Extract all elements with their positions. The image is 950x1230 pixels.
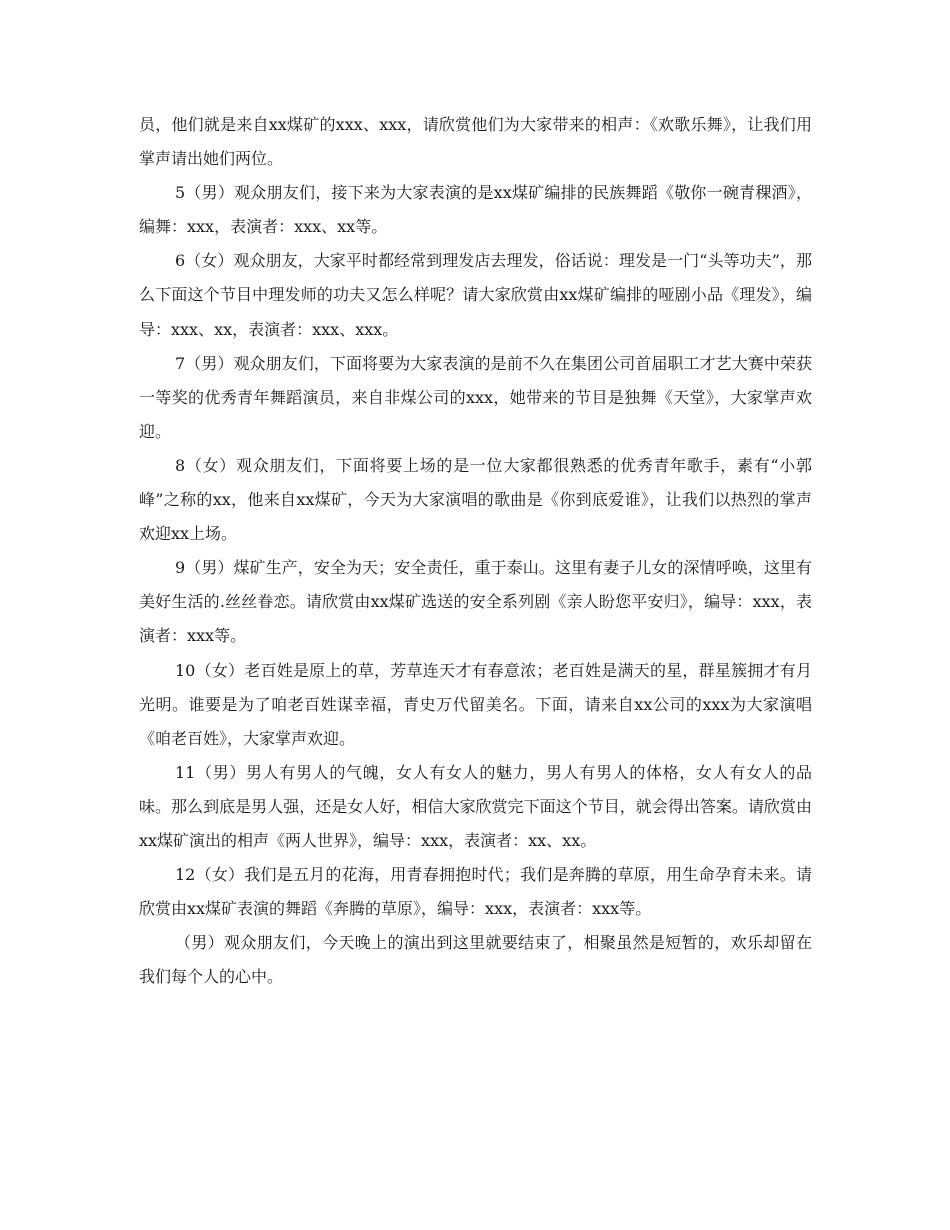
document-body [139,108,812,994]
paragraph-item-12: 12（女）我们是五月的花海，用青春拥抱时代；我们是奔腾的草原，用生命孕育未来。请欣赏由xx煤矿表演的舞蹈《奔腾的草原》，编导：xxx，表演者：xxx等。 [139,865,812,919]
paragraph-item-10: 10（女）老百姓是原上的草，芳草连天才有春意浓；老百姓是满天的星，群星簇拥才有月光明。谁要是为了咱老百姓谋幸福，青史万代留美名。下面，请来自xx公司的xxx为大家演唱《咱老百姓》，大家掌声欢迎。 [139,660,812,748]
paragraph-item-7: 7（男）观众朋友们，下面将要为大家表演的是前不久在集团公司首届职工才艺大赛中荣获一等奖的优秀青年舞蹈演员，来自非煤公司的xxx，她带来的节目是独舞《天堂》，大家掌声欢迎。 [139,353,812,441]
paragraph-item-5: 5（男）观众朋友们，接下来为大家表演的是xx煤矿编排的民族舞蹈《敬你一碗青稞酒》，编舞：xxx，表演者：xxx、xx等。 [139,183,812,237]
paragraph-item-8: 8（女）观众朋友们，下面将要上场的是一位大家都很熟悉的优秀青年歌手，素有“小郭峰”之称的xx，他来自xx煤矿，今天为大家演唱的歌曲是《你到底爱谁》，让我们以热烈的掌声欢迎xx上场。 [139,455,812,544]
paragraph-closing: （男）观众朋友们，今天晚上的演出到这里就要结束了，相聚虽然是短暂的，欢乐却留在我们每个人的心中。 [139,933,812,987]
paragraph-continuation: 员，他们就是来自xx煤矿的xxx、xxx，请欣赏他们为大家带来的相声：《欢歌乐舞》，让我们用掌声请出她们两位。 [139,115,812,169]
paragraph-item-9: 9（男）煤矿生产，安全为天；安全责任，重于泰山。这里有妻子儿女的深情呼唤，这里有美好生活的.丝丝眷恋。请欣赏由xx煤矿选送的安全系列剧《亲人盼您平安归》，编导：xxx，表演者：xxx等。 [139,558,812,646]
paragraph-item-11: 11（男）男人有男人的气魄，女人有女人的魅力，男人有男人的体格，女人有女人的品味。那么到底是男人强，还是女人好，相信大家欣赏完下面这个节目，就会得出答案。请欣赏由xx煤矿演出的相声《两人世界》，编导：xxx，表演者：xx、xx。 [139,762,812,850]
paragraph-item-6: 6（女）观众朋友，大家平时都经常到理发店去理发，俗话说：理发是一门“头等功夫”，那么下面这个节目中理发师的功夫又怎么样呢？请大家欣赏由xx煤矿编排的哑剧小品《理发》，编导：xxx、xx，表演者：xxx、xxx。 [139,251,812,339]
